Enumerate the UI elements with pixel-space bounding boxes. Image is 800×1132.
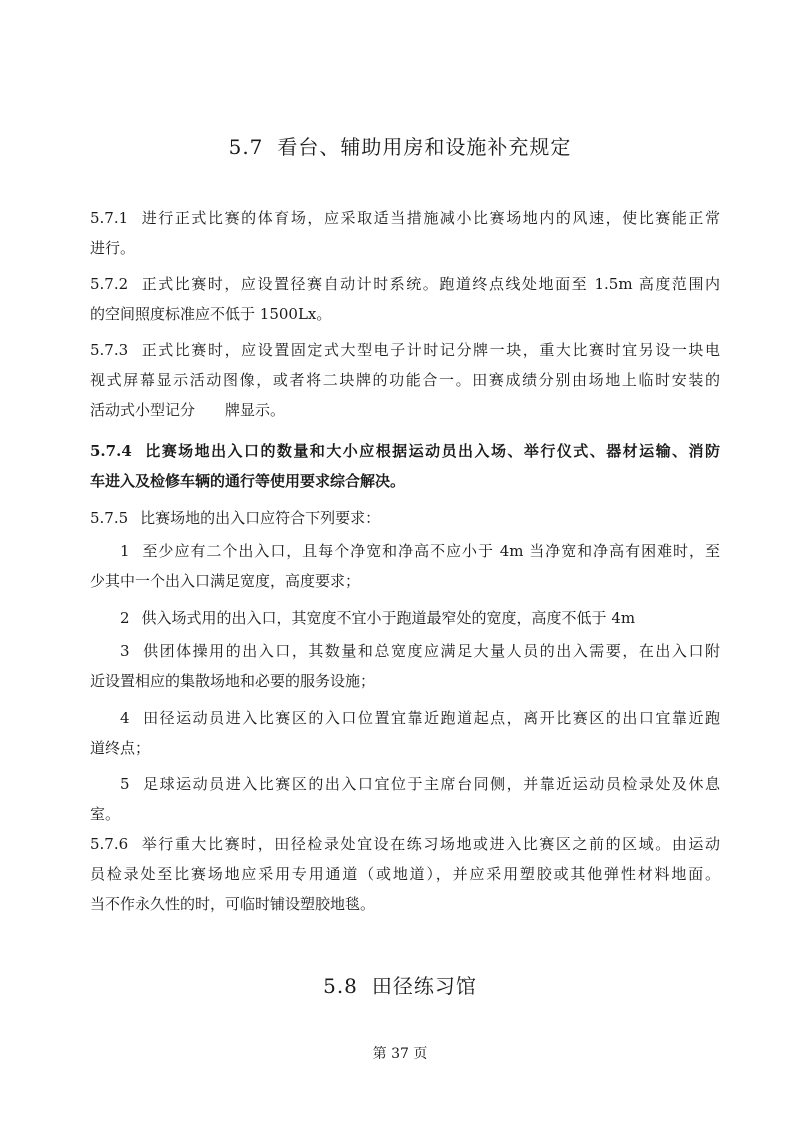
clause-line bbox=[90, 769, 720, 799]
clause-text: 举行重大比赛时，田径检录处宜设在练习场地或进入比赛区之前的区域。由运动 bbox=[140, 835, 720, 853]
clause-line: 的空间照度标准应不低于 1500Lx。 bbox=[90, 305, 332, 323]
clause-line: 进行。 bbox=[90, 239, 136, 257]
item-text: 足球运动员进入比赛区的出入口宜位于主席台同侧，并靠近运动员检录处及休息 bbox=[141, 775, 720, 793]
clause-number: 5.7.3 bbox=[90, 341, 129, 359]
section-number: 5.7 bbox=[228, 135, 264, 159]
clause-5-7-1 bbox=[90, 203, 720, 263]
list-item-5 bbox=[90, 769, 720, 829]
clause-line bbox=[90, 335, 720, 365]
clause-line bbox=[90, 636, 720, 666]
clause-text: 比赛场地出入口的数量和大小应根据运动员出入场、举行仪式、器材运输、消防 bbox=[143, 442, 720, 460]
section-number: 5.8 bbox=[323, 974, 358, 998]
section-title: 看台、辅助用房和设施补充规定 bbox=[277, 135, 572, 159]
item-number: 5 bbox=[120, 775, 130, 793]
item-text: 供入场式用的出入口，其宽度不宜小于跑道最窄处的宽度，高度不低于 4m bbox=[141, 609, 636, 627]
item-number: 1 bbox=[120, 542, 130, 560]
section-title: 田径练习馆 bbox=[371, 974, 477, 998]
clause-text: 比赛场地的出入口应符合下列要求： bbox=[140, 509, 381, 527]
clause-line bbox=[90, 829, 720, 859]
clause-line bbox=[90, 503, 720, 533]
item-text: 田径运动员进入比赛区的入口位置宜靠近跑道起点，离开比赛区的出口宜靠近跑 bbox=[141, 709, 720, 727]
item-number: 2 bbox=[120, 609, 130, 627]
clause-number: 5.7.2 bbox=[90, 275, 129, 293]
list-item-4 bbox=[90, 703, 720, 763]
clause-line bbox=[90, 203, 720, 233]
clause-line: 少其中一个出入口满足宽度，高度要求； bbox=[90, 572, 361, 590]
clause-5-7-2 bbox=[90, 269, 720, 329]
clause-line: 当不作永久性的时，可临时铺设塑胶地毯。 bbox=[90, 895, 376, 913]
item-text: 至少应有二个出入口，且每个净宽和净高不应小于 4m 当净宽和净高有困难时，至 bbox=[141, 542, 720, 560]
clause-5-7-3 bbox=[90, 335, 720, 425]
clause-line: 室。 bbox=[90, 805, 121, 823]
clause-number: 5.7.1 bbox=[90, 209, 129, 227]
clause-line bbox=[90, 536, 720, 566]
clause-line bbox=[90, 703, 720, 733]
clause-number: 5.7.4 bbox=[90, 442, 132, 460]
list-item-1 bbox=[90, 536, 720, 596]
section-heading-5-7 bbox=[0, 131, 800, 160]
clause-text: 进行正式比赛的体育场，应采取适当措施减小比赛场地内的风速，使比赛能正常 bbox=[140, 209, 720, 227]
clause-text: 正式比赛时，应设置固定式大型电子计时记分牌一块，重大比赛时宜另设一块电 bbox=[140, 341, 720, 359]
clause-line: 道终点； bbox=[90, 739, 151, 757]
list-item-3 bbox=[90, 636, 720, 696]
clause-line: 车进入及检修车辆的通行等使用要求综合解决。 bbox=[90, 472, 406, 490]
clause-5-7-4 bbox=[90, 436, 720, 496]
clause-text: 正式比赛时，应设置径赛自动计时系统。跑道终点线处地面至 1.5m 高度范围内 bbox=[140, 275, 720, 293]
clause-line: 视式屏幕显示活动图像，或者将二块牌的功能合一。田赛成绩分别由场地上临时安装的 bbox=[90, 371, 720, 389]
clause-5-7-6 bbox=[90, 829, 720, 919]
list-item-2 bbox=[90, 603, 720, 633]
clause-line: 活动式小型记分 牌显示。 bbox=[90, 401, 286, 419]
clause-line bbox=[90, 269, 720, 299]
clause-number: 5.7.5 bbox=[90, 509, 129, 527]
section-heading-5-8 bbox=[0, 970, 800, 999]
item-number: 4 bbox=[120, 709, 130, 727]
item-number: 3 bbox=[120, 642, 130, 660]
clause-line bbox=[90, 603, 720, 633]
clause-line bbox=[90, 436, 720, 466]
page-number: 第 37 页 bbox=[372, 1046, 428, 1062]
clause-5-7-5 bbox=[90, 503, 720, 533]
clause-line: 近设置相应的集散场地和必要的服务设施； bbox=[90, 672, 376, 690]
clause-line: 员检录处至比赛场地应采用专用通道（或地道），并应采用塑胶或其他弹性材料地面。 bbox=[90, 865, 720, 883]
item-text: 供团体操用的出入口，其数量和总宽度应满足大量人员的出入需要，在出入口附 bbox=[141, 642, 720, 660]
clause-number: 5.7.6 bbox=[90, 835, 129, 853]
